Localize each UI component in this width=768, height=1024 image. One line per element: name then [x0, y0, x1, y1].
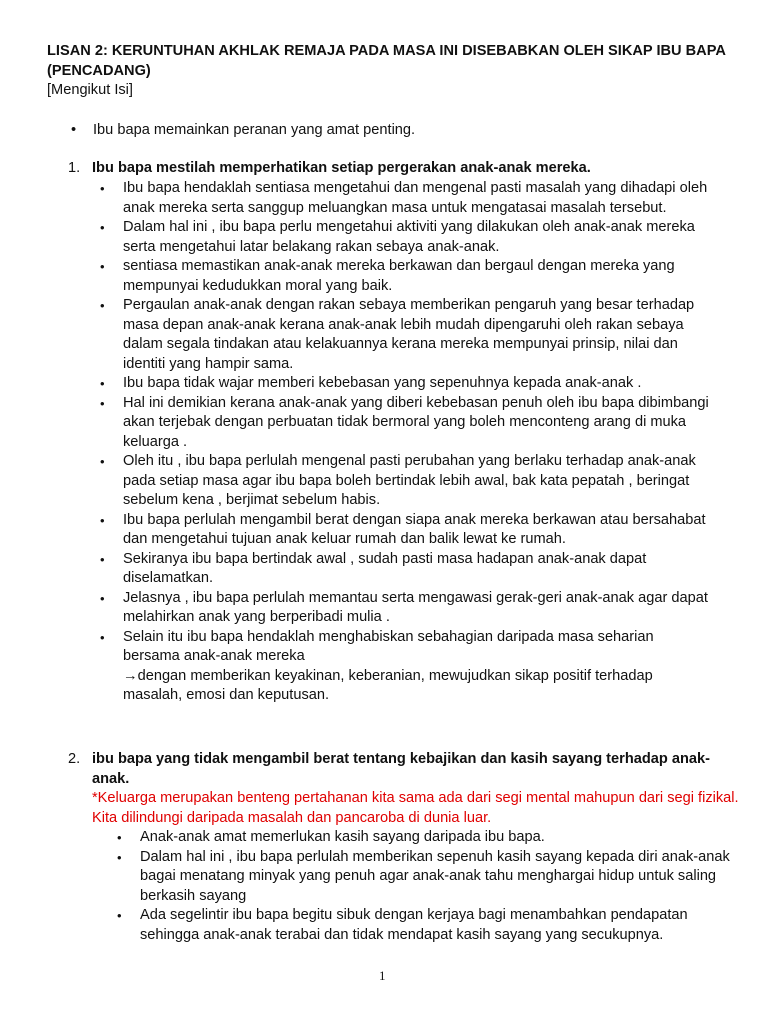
list-item-text: Pergaulan anak-anak dengan rakan sebaya memberikan pengaruh yang besar terhadap masa depan anak-anak kerana anak-anak lebih mudah dipengaruhi oleh rakan sebaya dalam segala tindakan atau kelakuannya kerana mereka mempunyai prinsip, nilai dan identiti yang hampir sama. — [123, 297, 695, 372]
list-item-text: Dalam hal ini , ibu bapa perlulah memberikan sepenuh kasih sayang kepada diri anak-anak bagai menatang minyak yang penuh agar anak-anak tahu menghargai hidup untuk saling berkasih sayang — [140, 848, 730, 904]
list-item — [100, 550, 710, 589]
list-item-text: Sekiranya ibu bapa bertindak awal , sudah pasti masa hadapan anak-anak dapat diselamatkan. — [123, 550, 647, 586]
list-item — [100, 628, 710, 706]
bullet-marker: • — [100, 220, 105, 235]
bullet-marker: • — [100, 590, 105, 606]
document-title: LISAN 2: KERUNTUHAN AKHLAK REMAJA PADA MASA INI DISEBABKAN OLEH SIKAP IBU BAPA (PENCADANG) — [47, 43, 726, 79]
bullet-marker: • — [100, 298, 105, 313]
list-item-text: Ibu bapa hendaklah sentiasa mengetahui dan mengenal pasti masalah yang dihadapi oleh anak mereka serta sanggup meluangkan masa untuk mengatasai masalah tersebut. — [123, 180, 708, 216]
list-item-text: Anak-anak amat memerlukan kasih sayang daripada ibu bapa. — [140, 829, 545, 845]
section-number: 2. — [68, 751, 81, 767]
section-heading: Ibu bapa mestilah memperhatikan setiap pergerakan anak-anak mereka. — [92, 160, 591, 176]
list-item — [100, 394, 710, 453]
list-item — [100, 257, 710, 296]
bullet-marker: • — [100, 259, 105, 274]
list-item — [117, 906, 732, 945]
list-item — [117, 848, 732, 907]
list-item-text: sentiasa memastikan anak-anak mereka berkawan dan bergaul dengan mereka yang mempunyai kedudukkan moral yang baik. — [123, 258, 675, 294]
list-item — [100, 452, 710, 511]
section-heading: ibu bapa yang tidak mengambil berat tentang kebajikan dan kasih sayang terhadap anak-anak. — [92, 751, 710, 787]
bullet-marker: • — [100, 395, 105, 411]
list-item-text: Ibu bapa tidak wajar memberi kebebasan yang sepenuhnya kepada anak-anak . — [123, 375, 642, 391]
list-item-text: Ibu bapa perlulah mengambil berat dengan siapa anak mereka berkawan atau bersahabat dan mengetahui tujuan anak keluar rumah dan balik lewat ke rumah. — [123, 511, 706, 547]
section-1-bullet-list — [100, 179, 710, 706]
bullet-marker: • — [117, 849, 122, 865]
intro-text: Ibu bapa memainkan peranan yang amat penting. — [93, 122, 416, 138]
list-item — [100, 179, 710, 218]
bullet-marker: • — [100, 454, 105, 469]
bullet-marker: • — [100, 629, 105, 645]
bullet-marker: • — [117, 908, 122, 923]
bullet-marker: • — [100, 512, 105, 528]
list-item-text: Hal ini demikian kerana anak-anak yang diberi kebebasan penuh oleh ibu bapa dibimbangi akan terjebak dengan perbuatan tidak bermoral yang boleh menconteng arang di muka keluarga . — [123, 394, 709, 450]
list-item-text: Oleh itu , ibu bapa perlulah mengenal pasti perubahan yang berlaku terhadap anak-anak pada setiap masa agar ibu bapa boleh bertindak lebih awal, bak kata pepatah , beringat sebelum kena , berjimat sebelum habis. — [123, 453, 696, 508]
list-item — [100, 374, 710, 394]
red-note: *Keluarga merupakan benteng pertahanan kita sama ada dari segi mental mahupun dari segi fizikal. Kita dilindungi daripada masalah dan pancaroba di dunia luar. — [92, 790, 739, 826]
document-subtitle: [Mengikut Isi] — [47, 82, 133, 98]
bullet-marker: • — [100, 181, 105, 196]
arrow-subpoint — [123, 667, 710, 706]
list-item — [100, 296, 710, 374]
list-item — [117, 828, 732, 848]
list-item — [100, 589, 710, 628]
arrow-icon: → — [123, 667, 138, 684]
arrow-subpoint-text: dengan memberikan keyakinan, keberanian, mewujudkan sikap positif terhadap masalah, emosi dan keputusan. — [123, 667, 653, 703]
section-2-bullet-list — [117, 828, 732, 945]
bullet-marker: • — [71, 122, 77, 138]
page-number: 1 — [379, 968, 386, 983]
list-item-text: Ada segelintir ibu bapa begitu sibuk dengan kerjaya bagi menambahkan pendapatan sehingga anak-anak terabai dan tidak mendapat kasih sayang yang secukupnya. — [140, 907, 688, 943]
list-item-text: Selain itu ibu bapa hendaklah menghabiskan sebahagian daripada masa seharian bersama anak-anak mereka — [123, 628, 654, 664]
bullet-marker: • — [100, 551, 105, 567]
list-item — [100, 511, 710, 550]
bullet-marker: • — [117, 830, 122, 845]
bullet-marker: • — [100, 376, 105, 391]
section-number: 1. — [68, 160, 81, 176]
list-item-text: Jelasnya , ibu bapa perlulah memantau serta mengawasi gerak-geri anak-anak agar dapat melahirkan anak yang berperibadi mulia . — [123, 589, 708, 625]
list-item-text: Dalam hal ini , ibu bapa perlu mengetahui aktiviti yang dilakukan oleh anak-anak mereka serta mengetahui latar belakang rakan sebaya anak-anak. — [123, 219, 695, 255]
list-item — [100, 218, 710, 257]
